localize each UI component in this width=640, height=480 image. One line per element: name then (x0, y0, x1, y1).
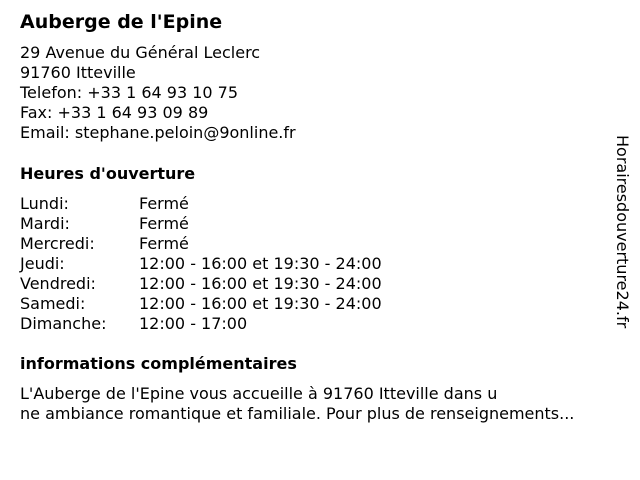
day-hours: 12:00 - 17:00 (139, 314, 248, 333)
info-description (20, 384, 574, 424)
day-label: Mardi: (20, 214, 70, 233)
day-hours: 12:00 - 16:00 et 19:30 - 24:00 (139, 274, 382, 293)
day-label: Vendredi: (20, 274, 96, 293)
day-hours: Fermé (139, 194, 189, 213)
hours-row-friday (20, 274, 382, 294)
hours-row-monday (20, 194, 382, 214)
day-label: Samedi: (20, 294, 86, 313)
hours-row-saturday (20, 294, 382, 314)
info-heading: informations complémentaires (20, 354, 297, 373)
day-label: Dimanche: (20, 314, 107, 333)
hours-row-wednesday (20, 234, 382, 254)
hours-heading: Heures d'ouverture (20, 164, 196, 183)
day-label: Jeudi: (20, 254, 65, 273)
info-line-1: L'Auberge de l'Epine vous accueille à 91760 Itteville dans u (20, 384, 498, 403)
business-name: Auberge de l'Epine (20, 11, 223, 33)
hours-row-thursday (20, 254, 382, 274)
day-hours: 12:00 - 16:00 et 19:30 - 24:00 (139, 254, 382, 273)
day-hours: Fermé (139, 214, 189, 233)
hours-row-tuesday (20, 214, 382, 234)
contact-block (20, 43, 296, 143)
fax-number: Fax: +33 1 64 93 09 89 (20, 103, 209, 122)
hours-row-sunday (20, 314, 382, 334)
email-address: Email: stephane.peloin@9online.fr (20, 123, 296, 142)
day-hours: Fermé (139, 234, 189, 253)
site-watermark: Horairesdouverture24.fr (613, 135, 632, 329)
day-hours: 12:00 - 16:00 et 19:30 - 24:00 (139, 294, 382, 313)
address-city: 91760 Itteville (20, 63, 136, 82)
info-line-2: ne ambiance romantique et familiale. Pour plus de renseignements... (20, 404, 575, 423)
phone-number: Telefon: +33 1 64 93 10 75 (20, 83, 239, 102)
day-label: Lundi: (20, 194, 69, 213)
address-street: 29 Avenue du Général Leclerc (20, 43, 261, 62)
day-label: Mercredi: (20, 234, 95, 253)
opening-hours-table (20, 194, 382, 334)
